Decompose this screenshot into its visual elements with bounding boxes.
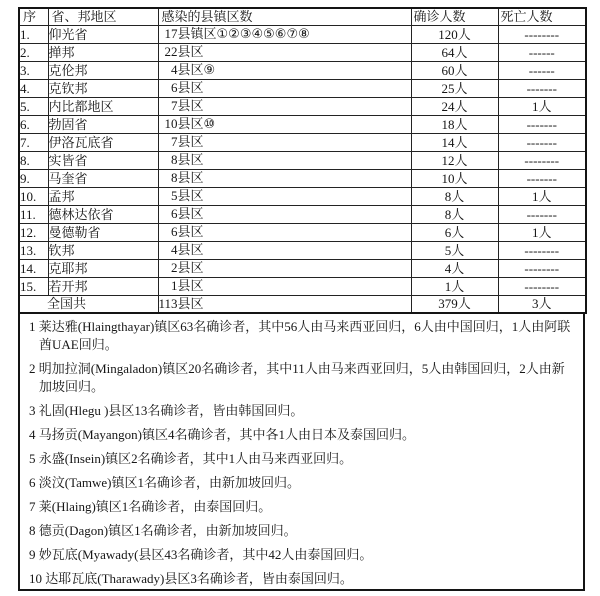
cell-confirmed: 5人: [411, 242, 498, 260]
cell-deaths: -------: [498, 134, 586, 152]
cell-districts: [158, 170, 411, 188]
cell-confirmed: 64人: [411, 44, 498, 62]
cell-no: 4.: [19, 80, 48, 98]
districts-unit: 县区: [177, 206, 204, 221]
cell-confirmed: 12人: [411, 152, 498, 170]
cell-deaths: -------: [498, 206, 586, 224]
districts-unit: 县区: [177, 116, 204, 131]
districts-unit: 县区: [177, 44, 204, 59]
cell-districts: [158, 242, 411, 260]
cell-no: 5.: [19, 98, 48, 116]
districts-count: 17: [164, 26, 178, 41]
cell-confirmed: 24人: [411, 98, 498, 116]
districts-unit: 县镇区: [177, 26, 217, 41]
cell-no: 12.: [19, 224, 48, 242]
cell-no: 7.: [19, 134, 48, 152]
table-row: [19, 188, 586, 206]
table-row: [19, 278, 586, 296]
note-item: 6 淡汶(Tamwe)镇区1名确诊者，由新加坡回归。: [29, 475, 300, 490]
cell-districts: [158, 152, 411, 170]
cell-confirmed: 6人: [411, 224, 498, 242]
cell-region: 内比都地区: [48, 98, 158, 116]
cell-no: 10.: [19, 188, 48, 206]
districts-unit: 县区: [177, 170, 204, 185]
districts-unit: 县区: [177, 62, 204, 77]
footnotes-section: [18, 314, 585, 591]
cell-districts: [158, 278, 411, 296]
cell-districts: [158, 206, 411, 224]
cell-deaths: --------: [498, 278, 586, 296]
cell-districts: [158, 188, 411, 206]
total-row: [19, 296, 586, 314]
districts-unit: 县区: [177, 152, 204, 167]
cell-deaths: -------: [498, 80, 586, 98]
cell-deaths: 1人: [498, 224, 586, 242]
cell-districts: [158, 26, 411, 44]
cell-region: 勃固省: [48, 116, 158, 134]
total-deaths: 3人: [498, 296, 586, 314]
cell-region: 若开邦: [48, 278, 158, 296]
table-row: [19, 98, 586, 116]
districts-count: 6: [171, 80, 178, 95]
cell-region: 孟邦: [48, 188, 158, 206]
cell-confirmed: 4人: [411, 260, 498, 278]
cell-no: 8.: [19, 152, 48, 170]
table-header-row: [19, 8, 586, 26]
cell-no: 14.: [19, 260, 48, 278]
cell-no: 11.: [19, 206, 48, 224]
districts-count: 7: [171, 98, 178, 113]
cell-confirmed: 120人: [411, 26, 498, 44]
cell-region: 克耶邦: [48, 260, 158, 278]
note-item: 8 德贡(Dagon)镇区1名确诊者，由新加坡回归。: [29, 523, 297, 538]
cell-confirmed: 8人: [411, 188, 498, 206]
note-item: 4 马扬贡(Mayangon)镇区4名确诊者，其中各1人由日本及泰国回归。: [29, 427, 416, 442]
col-header-region: 省、邦地区: [48, 8, 158, 26]
districts-unit: 县区: [177, 278, 204, 293]
cell-region: 仰光省: [48, 26, 158, 44]
districts-unit: 县区: [177, 260, 204, 275]
table-row: [19, 152, 586, 170]
covid-region-table: [18, 7, 587, 314]
districts-count: 113: [158, 296, 178, 311]
cell-region: 曼德勒省: [48, 224, 158, 242]
districts-count: 22: [164, 44, 178, 59]
cell-deaths: --------: [498, 242, 586, 260]
cell-districts: [158, 116, 411, 134]
cell-confirmed: 8人: [411, 206, 498, 224]
table-row: [19, 170, 586, 188]
note-item: 5 永盛(Insein)镇区2名确诊者，其中1人由马来西亚回归。: [29, 451, 353, 466]
districts-count: 10: [164, 116, 178, 131]
cell-region: 伊洛瓦底省: [48, 134, 158, 152]
total-confirmed: 379人: [411, 296, 498, 314]
table-row: [19, 44, 586, 62]
note-item: 1 莱达雅(Hlaingthayar)镇区63名确诊者，其中56人由马来西亚回归，6人由中国回归，1人由阿联酋UAE回归。: [29, 319, 571, 352]
table-row: [19, 242, 586, 260]
districts-unit: 县区: [177, 296, 204, 311]
table-row: [19, 206, 586, 224]
cell-region: 掸邦: [48, 44, 158, 62]
table-row: [19, 116, 586, 134]
districts-count: 7: [171, 134, 178, 149]
districts-footnote-markers: ⑩: [203, 117, 216, 132]
cell-region: 克钦邦: [48, 80, 158, 98]
cell-deaths: -------: [498, 116, 586, 134]
table-row: [19, 80, 586, 98]
districts-unit: 县区: [177, 98, 204, 113]
col-header-districts: 感染的县镇区数: [158, 8, 411, 26]
cell-confirmed: 10人: [411, 170, 498, 188]
cell-no: 2.: [19, 44, 48, 62]
cell-confirmed: 14人: [411, 134, 498, 152]
districts-count: 8: [171, 170, 178, 185]
table-row: [19, 134, 586, 152]
districts-count: 8: [171, 152, 178, 167]
cell-districts: [158, 260, 411, 278]
districts-footnote-markers: ①②③④⑤⑥⑦⑧: [216, 27, 310, 42]
districts-count: 6: [171, 206, 178, 221]
total-label: 全国共: [19, 296, 158, 314]
table-row: [19, 224, 586, 242]
districts-footnote-markers: ⑨: [203, 63, 216, 78]
table-row: [19, 62, 586, 80]
cell-deaths: 1人: [498, 188, 586, 206]
districts-unit: 县区: [177, 134, 204, 149]
table-row: [19, 26, 586, 44]
districts-unit: 县区: [177, 188, 204, 203]
cell-deaths: ------: [498, 62, 586, 80]
cell-region: 德林达依省: [48, 206, 158, 224]
districts-count: 4: [171, 62, 178, 77]
cell-deaths: --------: [498, 26, 586, 44]
note-item: 7 莱(Hlaing)镇区1名确诊者，由泰国回归。: [29, 499, 272, 514]
col-header-confirmed: 确诊人数: [411, 8, 498, 26]
note-item: 3 礼固(Hlegu )县区13名确诊者，皆由韩国回归。: [29, 403, 304, 418]
cell-no: 9.: [19, 170, 48, 188]
districts-count: 2: [171, 260, 178, 275]
districts-unit: 县区: [177, 242, 204, 257]
cell-deaths: 1人: [498, 98, 586, 116]
cell-no: 15.: [19, 278, 48, 296]
total-districts: [158, 296, 411, 314]
cell-region: 马奎省: [48, 170, 158, 188]
cell-districts: [158, 134, 411, 152]
cell-no: 6.: [19, 116, 48, 134]
districts-unit: 县区: [177, 80, 204, 95]
districts-count: 1: [171, 278, 178, 293]
cell-confirmed: 18人: [411, 116, 498, 134]
col-header-deaths: 死亡人数: [498, 8, 586, 26]
cell-no: 3.: [19, 62, 48, 80]
cell-no: 13.: [19, 242, 48, 260]
districts-count: 5: [171, 188, 178, 203]
cell-confirmed: 25人: [411, 80, 498, 98]
cell-no: 1.: [19, 26, 48, 44]
cell-districts: [158, 224, 411, 242]
cell-region: 钦邦: [48, 242, 158, 260]
cell-confirmed: 1人: [411, 278, 498, 296]
cell-region: 克伦邦: [48, 62, 158, 80]
cell-districts: [158, 80, 411, 98]
cell-confirmed: 60人: [411, 62, 498, 80]
districts-count: 6: [171, 224, 178, 239]
cell-districts: [158, 44, 411, 62]
document-page: [18, 7, 585, 591]
note-item: 10 达耶瓦底(Tharawady)县区3名确诊者，皆由泰国回归。: [29, 571, 353, 586]
col-header-no: 序: [19, 8, 48, 26]
districts-count: 4: [171, 242, 178, 257]
note-item: 9 妙瓦底(Myawady(县区43名确诊者，其中42人由泰国回归。: [29, 547, 373, 562]
table-row: [19, 260, 586, 278]
cell-deaths: --------: [498, 152, 586, 170]
cell-region: 实皆省: [48, 152, 158, 170]
cell-deaths: --------: [498, 260, 586, 278]
cell-deaths: ------: [498, 44, 586, 62]
note-item: 2 明加拉洞(Mingaladon)镇区20名确诊者，其中11人由马来西亚回归，5人由韩国回归，2人由新加坡回归。: [29, 361, 565, 394]
cell-districts: [158, 62, 411, 80]
districts-unit: 县区: [177, 224, 204, 239]
cell-districts: [158, 98, 411, 116]
cell-deaths: -------: [498, 170, 586, 188]
